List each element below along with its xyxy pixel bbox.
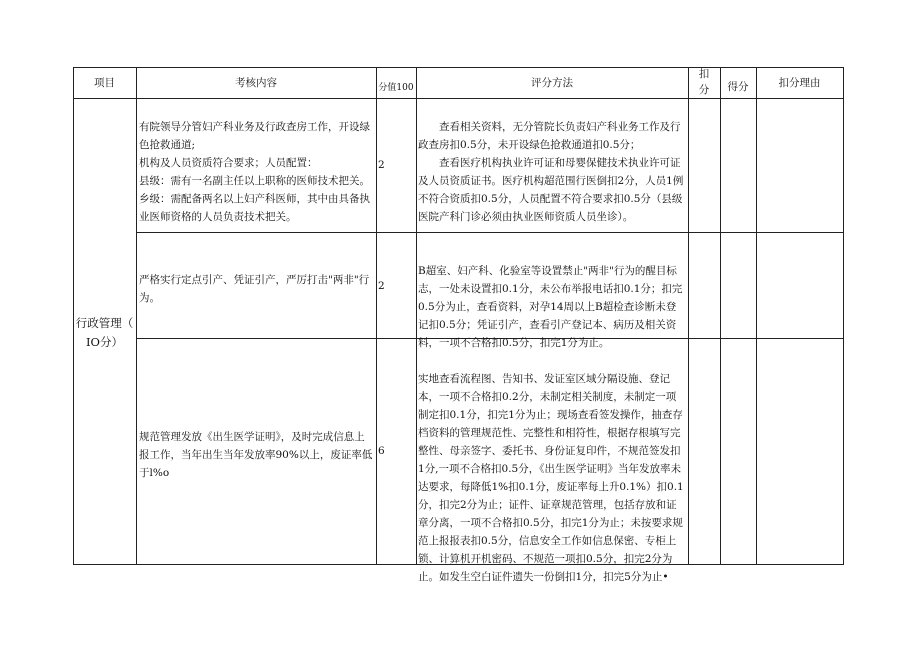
row2-method: B超室、妇产科、化验室等设置禁止"两非"行为的醒目标志，一处未设置扣0.1分，未公布举报电话扣0.1分；扣完0.5分为止，查看资料，对孕14周以上B超检查诊断未登记扣0.5分；凭证引产，查看引产登记本、病历及相关资料，一项不合格扣0.5分，扣完1分为止。 [418,265,683,349]
header-bottom-border [73,98,844,99]
row3-score: 6 [378,445,385,457]
row1-content-line: 乡级：需配备两名以上妇产科医师，其中由具备执业医师资格的人员负责技术把关。 [139,193,370,223]
col-border-3 [416,67,417,565]
header-reason: 扣分理由 [778,77,821,89]
row1-content-line: 有院领导分管妇产科业务及行政查房工作，开设绿色抢救通道; [139,121,370,151]
col-border-7 [843,67,844,565]
row2-score: 2 [378,280,385,292]
col-border-2 [376,67,377,565]
header-deduct-line2: 分 [698,84,710,96]
table-top-border [73,67,844,68]
col-border-6 [756,67,757,565]
row1-method-paragraph: 查看医疗机构执业许可证和母婴保健技术执业许可证及人员资质证书。医疗机构超范围行医倒扣2分，人员1例不符合资质扣0.5分，人员配置不符合要求扣0.5分（县级医院产科门诊必须由执业医师资质人员坐诊）。 [418,157,684,223]
row1-content-line: 县级：需有一名副主任以上职称的医师技术把关。 [139,175,370,187]
section-label [73,314,136,352]
row1-bottom-border [136,232,844,233]
row2-content: 严格实行定点引产、凭证引产，严厉打击"两非"行为。 [139,274,370,304]
row3-method: 实地查看流程图、告知书、发证室区域分隔设施、登记本，一项不合格扣0.2分，未制定相关制度，未制定一项制定扣0.1分，扣完1分为止；现场查看签发操作，抽查存档资料的管理规范性、完整性和相符性，根据存根填写完整性、母亲签字、委托书、身份证复印件，不规范签发扣1分,一项不合格扣0.5分，《出生医学证明》当年发放率未达要求，每降低1%扣0.1分，废证率每上升0.1%）扣0.1分，扣完2分为止；证件、证章规范管理，包括存放和证章分离，一项不合格扣0.5分，扣完1分为止；未按要求规范上报报表扣0.5分，信息安全工作如信息保密、专柜上锁、计算机开机密码、不规范一项扣0.5分，扣完2分为止。如发生空白证件遗失一份倒扣1分，扣完5分为止• [418,373,684,583]
row3-content: 规范管理发放《出生医学证明》，及时完成信息上报工作，当年出生当年发放率90%以上，废证率低于l%o [139,431,373,479]
row1-content [139,118,375,226]
header-deduct-line1: 扣 [698,68,710,80]
col-border-1 [136,67,137,565]
header-obtained: 得分 [727,81,749,93]
col-border-5 [720,67,721,565]
header-score: 分值100 [378,83,414,93]
section-label-line2: IO分） [86,335,123,349]
section-label-line1: 行政管理（ [75,316,134,330]
header-deduct [688,66,720,98]
row1-score: 2 [378,159,385,171]
row1-method [418,118,686,226]
header-method: 评分方法 [531,77,573,89]
row1-content-line: 机构及人员资质符合要求；人员配置： [139,157,318,169]
header-content: 考核内容 [235,77,277,89]
row1-method-paragraph: 查看相关资料，无分管院长负责妇产科业务工作及行政查房扣0.5分，未开设绿色抢救通道扣0.5分； [418,121,681,151]
col-border-4 [688,67,689,565]
header-project: 项目 [94,77,115,89]
